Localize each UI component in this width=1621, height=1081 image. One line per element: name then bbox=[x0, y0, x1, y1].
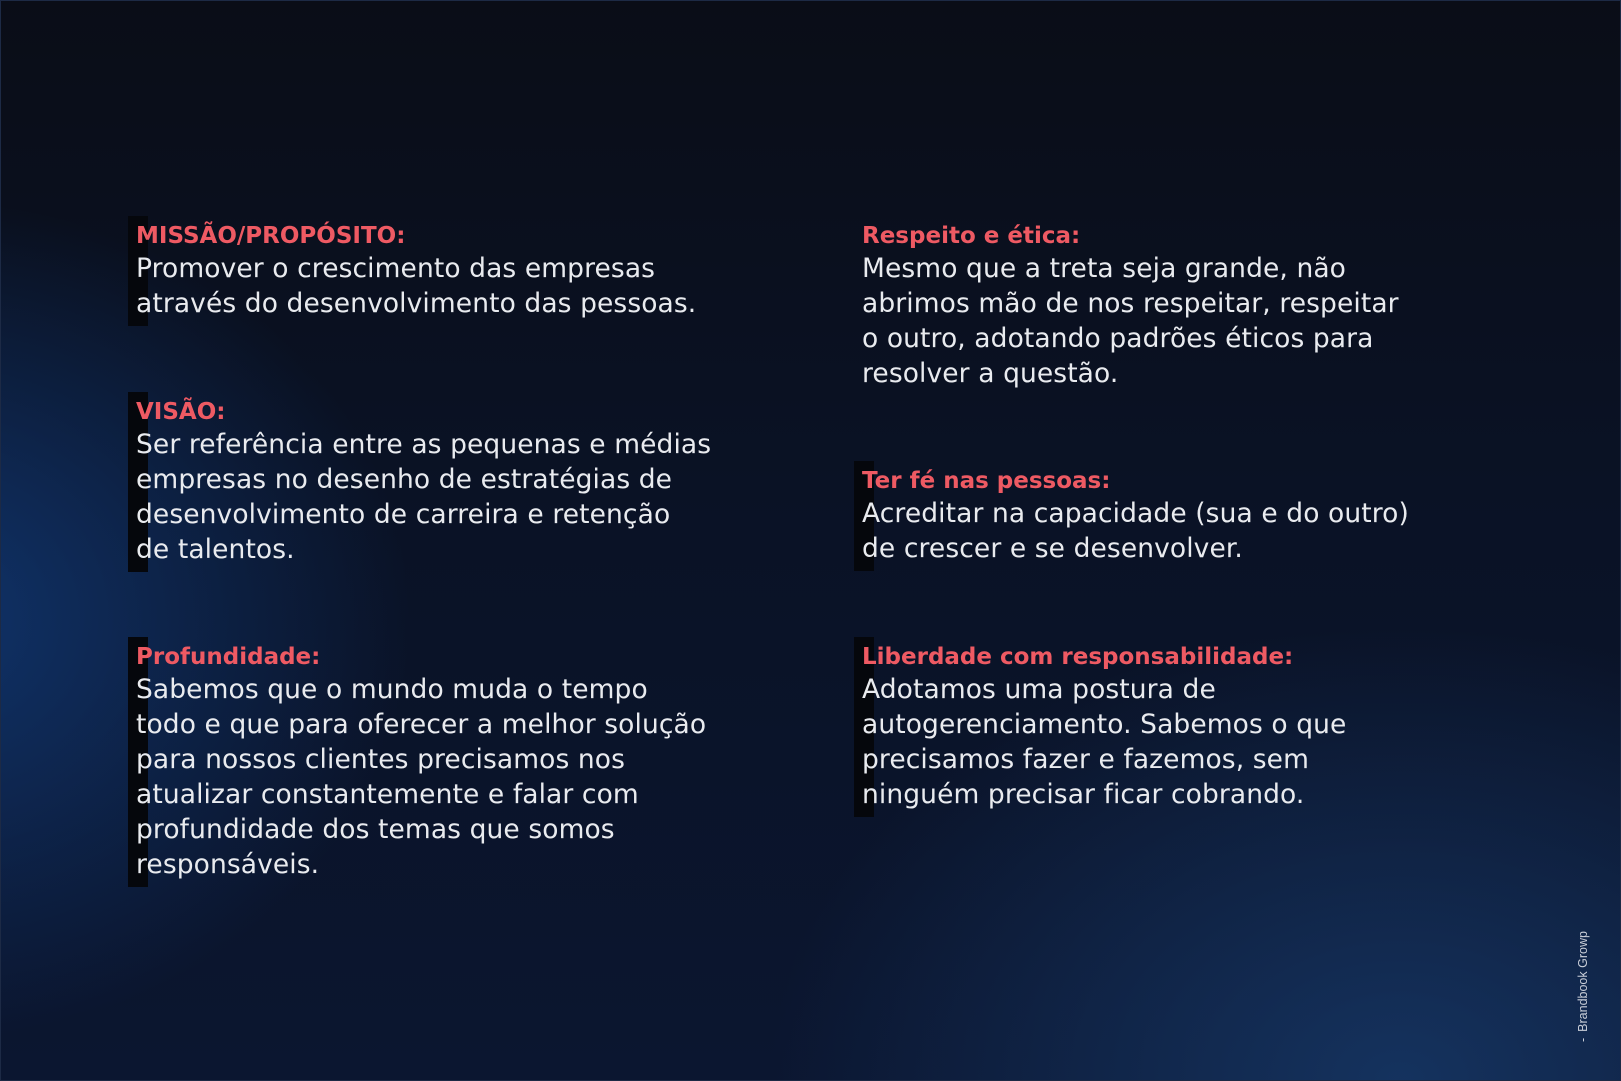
section-heading: Ter fé nas pessoas: bbox=[862, 468, 1111, 494]
liberdade-block bbox=[862, 642, 1502, 812]
missao-block bbox=[136, 221, 776, 321]
section-text: Promover o crescimento das empresas através do desenvolvimento das pessoas. bbox=[136, 253, 697, 319]
credit-text: Brandbook Growp bbox=[1576, 931, 1590, 1032]
profundidade-block bbox=[136, 642, 776, 882]
section-text: Acreditar na capacidade (sua e do outro) de crescer e se desenvolver. bbox=[862, 498, 1409, 564]
section-text: Mesmo que a treta seja grande, não abrimos mão de nos respeitar, respeitar o outro, adotando padrões éticos para resolver a questão. bbox=[862, 253, 1399, 389]
brandbook-credit bbox=[1576, 931, 1590, 1042]
visao-block bbox=[136, 397, 776, 567]
section-heading: Respeito e ética: bbox=[862, 223, 1081, 249]
section-text: Adotamos uma postura de autogerenciamento. Sabemos o que precisamos fazer e fazemos, sem ninguém precisar ficar cobrando. bbox=[862, 674, 1347, 810]
section-heading: MISSÃO/PROPÓSITO: bbox=[136, 223, 406, 249]
section-heading: Liberdade com responsabilidade: bbox=[862, 644, 1294, 670]
section-heading: Profundidade: bbox=[136, 644, 321, 670]
section-heading: VISÃO: bbox=[136, 399, 226, 425]
section-text: Ser referência entre as pequenas e médias empresas no desenho de estratégias de desenvolvimento de carreira e retenção de talentos. bbox=[136, 429, 712, 565]
fe-block bbox=[862, 466, 1502, 566]
section-text: Sabemos que o mundo muda o tempo todo e que para oferecer a melhor solução para nossos clientes precisamos nos atualizar constantemente e falar com profundidade dos temas que somos responsáveis. bbox=[136, 674, 707, 880]
credit-dash: - bbox=[1576, 1037, 1590, 1042]
respeito-block bbox=[862, 221, 1502, 391]
